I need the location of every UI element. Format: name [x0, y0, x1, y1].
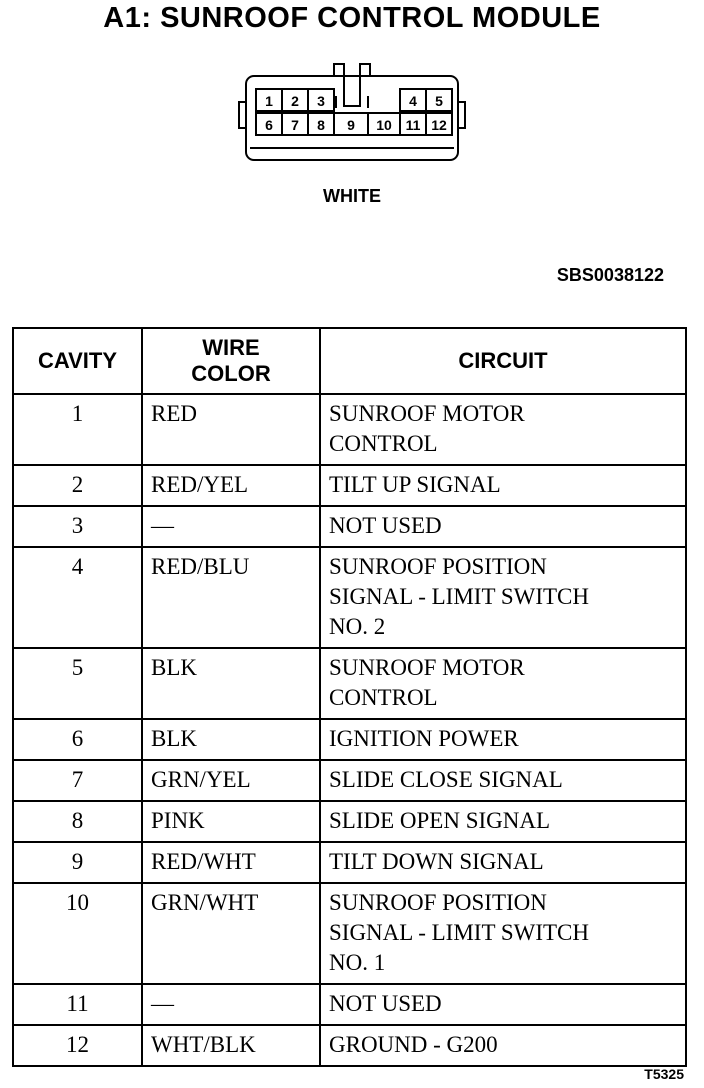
wire-color-cell: GRN/WHT: [142, 883, 320, 984]
pin-label: 9: [347, 117, 355, 133]
circuit-cell: [320, 648, 686, 719]
cavity-cell: 12: [13, 1025, 142, 1066]
circuit-line: TILT DOWN SIGNAL: [329, 849, 544, 874]
table-row: [13, 719, 686, 760]
pin-label: 5: [435, 93, 443, 109]
wire-color-cell: RED/BLU: [142, 547, 320, 648]
table-row: [13, 984, 686, 1025]
cavity-cell: 6: [13, 719, 142, 760]
pin-label: 11: [405, 117, 421, 133]
table-header-row: [13, 328, 686, 394]
pin-label: 8: [317, 117, 325, 133]
table-row: [13, 465, 686, 506]
circuit-cell: [320, 547, 686, 648]
circuit-line: IGNITION POWER: [329, 726, 519, 751]
circuit-line: NO. 2: [329, 614, 386, 639]
table-row: [13, 842, 686, 883]
pin-label: 10: [376, 117, 392, 133]
table-row: [13, 1025, 686, 1066]
drawing-id: SBS0038122: [556, 265, 664, 285]
circuit-line: SUNROOF POSITION: [329, 554, 547, 579]
header-cavity: CAVITY: [13, 328, 142, 394]
wire-color-cell: RED/YEL: [142, 465, 320, 506]
header-circuit: CIRCUIT: [320, 328, 686, 394]
connector-color-label: WHITE: [323, 186, 381, 206]
pin-label: 12: [431, 117, 447, 133]
table-row: [13, 760, 686, 801]
circuit-cell: [320, 760, 686, 801]
pin-label: 6: [265, 117, 273, 133]
circuit-line: NOT USED: [329, 513, 442, 538]
wire-color-cell: GRN/YEL: [142, 760, 320, 801]
circuit-cell: [320, 719, 686, 760]
figure-id: T5325: [644, 1066, 684, 1082]
cavity-cell: 7: [13, 760, 142, 801]
cavity-cell: 10: [13, 883, 142, 984]
table-row: [13, 394, 686, 465]
pinout-table: [12, 327, 687, 1067]
circuit-line: NOT USED: [329, 991, 442, 1016]
cavity-cell: 8: [13, 801, 142, 842]
cavity-cell: 2: [13, 465, 142, 506]
circuit-cell: [320, 506, 686, 547]
cavity-cell: 5: [13, 648, 142, 719]
circuit-cell: [320, 394, 686, 465]
circuit-line: SLIDE OPEN SIGNAL: [329, 808, 551, 833]
circuit-line: SUNROOF MOTOR: [329, 401, 525, 426]
circuit-cell: [320, 984, 686, 1025]
pin-label: 3: [317, 93, 325, 109]
table-row: [13, 883, 686, 984]
table-row: [13, 648, 686, 719]
wire-color-cell: BLK: [142, 719, 320, 760]
wire-color-cell: —: [142, 984, 320, 1025]
wire-color-cell: —: [142, 506, 320, 547]
header-wire-line1: WIRE: [202, 335, 260, 360]
wire-color-cell: BLK: [142, 648, 320, 719]
circuit-cell: [320, 883, 686, 984]
table-row: [13, 547, 686, 648]
cavity-cell: 1: [13, 394, 142, 465]
circuit-cell: [320, 842, 686, 883]
circuit-line: GROUND - G200: [329, 1032, 498, 1057]
circuit-cell: [320, 801, 686, 842]
table-row: [13, 506, 686, 547]
wire-color-cell: WHT/BLK: [142, 1025, 320, 1066]
pin-label: 7: [291, 117, 299, 133]
connector-diagram: [236, 62, 468, 164]
table-body: [13, 394, 686, 1066]
circuit-line: CONTROL: [329, 431, 438, 456]
circuit-cell: [320, 1025, 686, 1066]
cavity-cell: 11: [13, 984, 142, 1025]
circuit-line: SUNROOF MOTOR: [329, 655, 525, 680]
circuit-line: SIGNAL - LIMIT SWITCH: [329, 584, 589, 609]
cavity-cell: 9: [13, 842, 142, 883]
cavity-cell: 3: [13, 506, 142, 547]
circuit-line: NO. 1: [329, 950, 386, 975]
pin-label: 2: [291, 93, 299, 109]
circuit-line: CONTROL: [329, 685, 438, 710]
header-wire-color: [142, 328, 320, 394]
circuit-cell: [320, 465, 686, 506]
wire-color-cell: PINK: [142, 801, 320, 842]
cavity-cell: 4: [13, 547, 142, 648]
pin-label: 4: [409, 93, 417, 109]
header-wire-line2: COLOR: [191, 361, 271, 386]
pin-label: 1: [265, 93, 273, 109]
table-row: [13, 801, 686, 842]
page-title: A1: SUNROOF CONTROL MODULE: [103, 2, 601, 34]
wire-color-cell: RED: [142, 394, 320, 465]
circuit-line: TILT UP SIGNAL: [329, 472, 501, 497]
circuit-line: SLIDE CLOSE SIGNAL: [329, 767, 563, 792]
circuit-line: SUNROOF POSITION: [329, 890, 547, 915]
wire-color-cell: RED/WHT: [142, 842, 320, 883]
circuit-line: SIGNAL - LIMIT SWITCH: [329, 920, 589, 945]
